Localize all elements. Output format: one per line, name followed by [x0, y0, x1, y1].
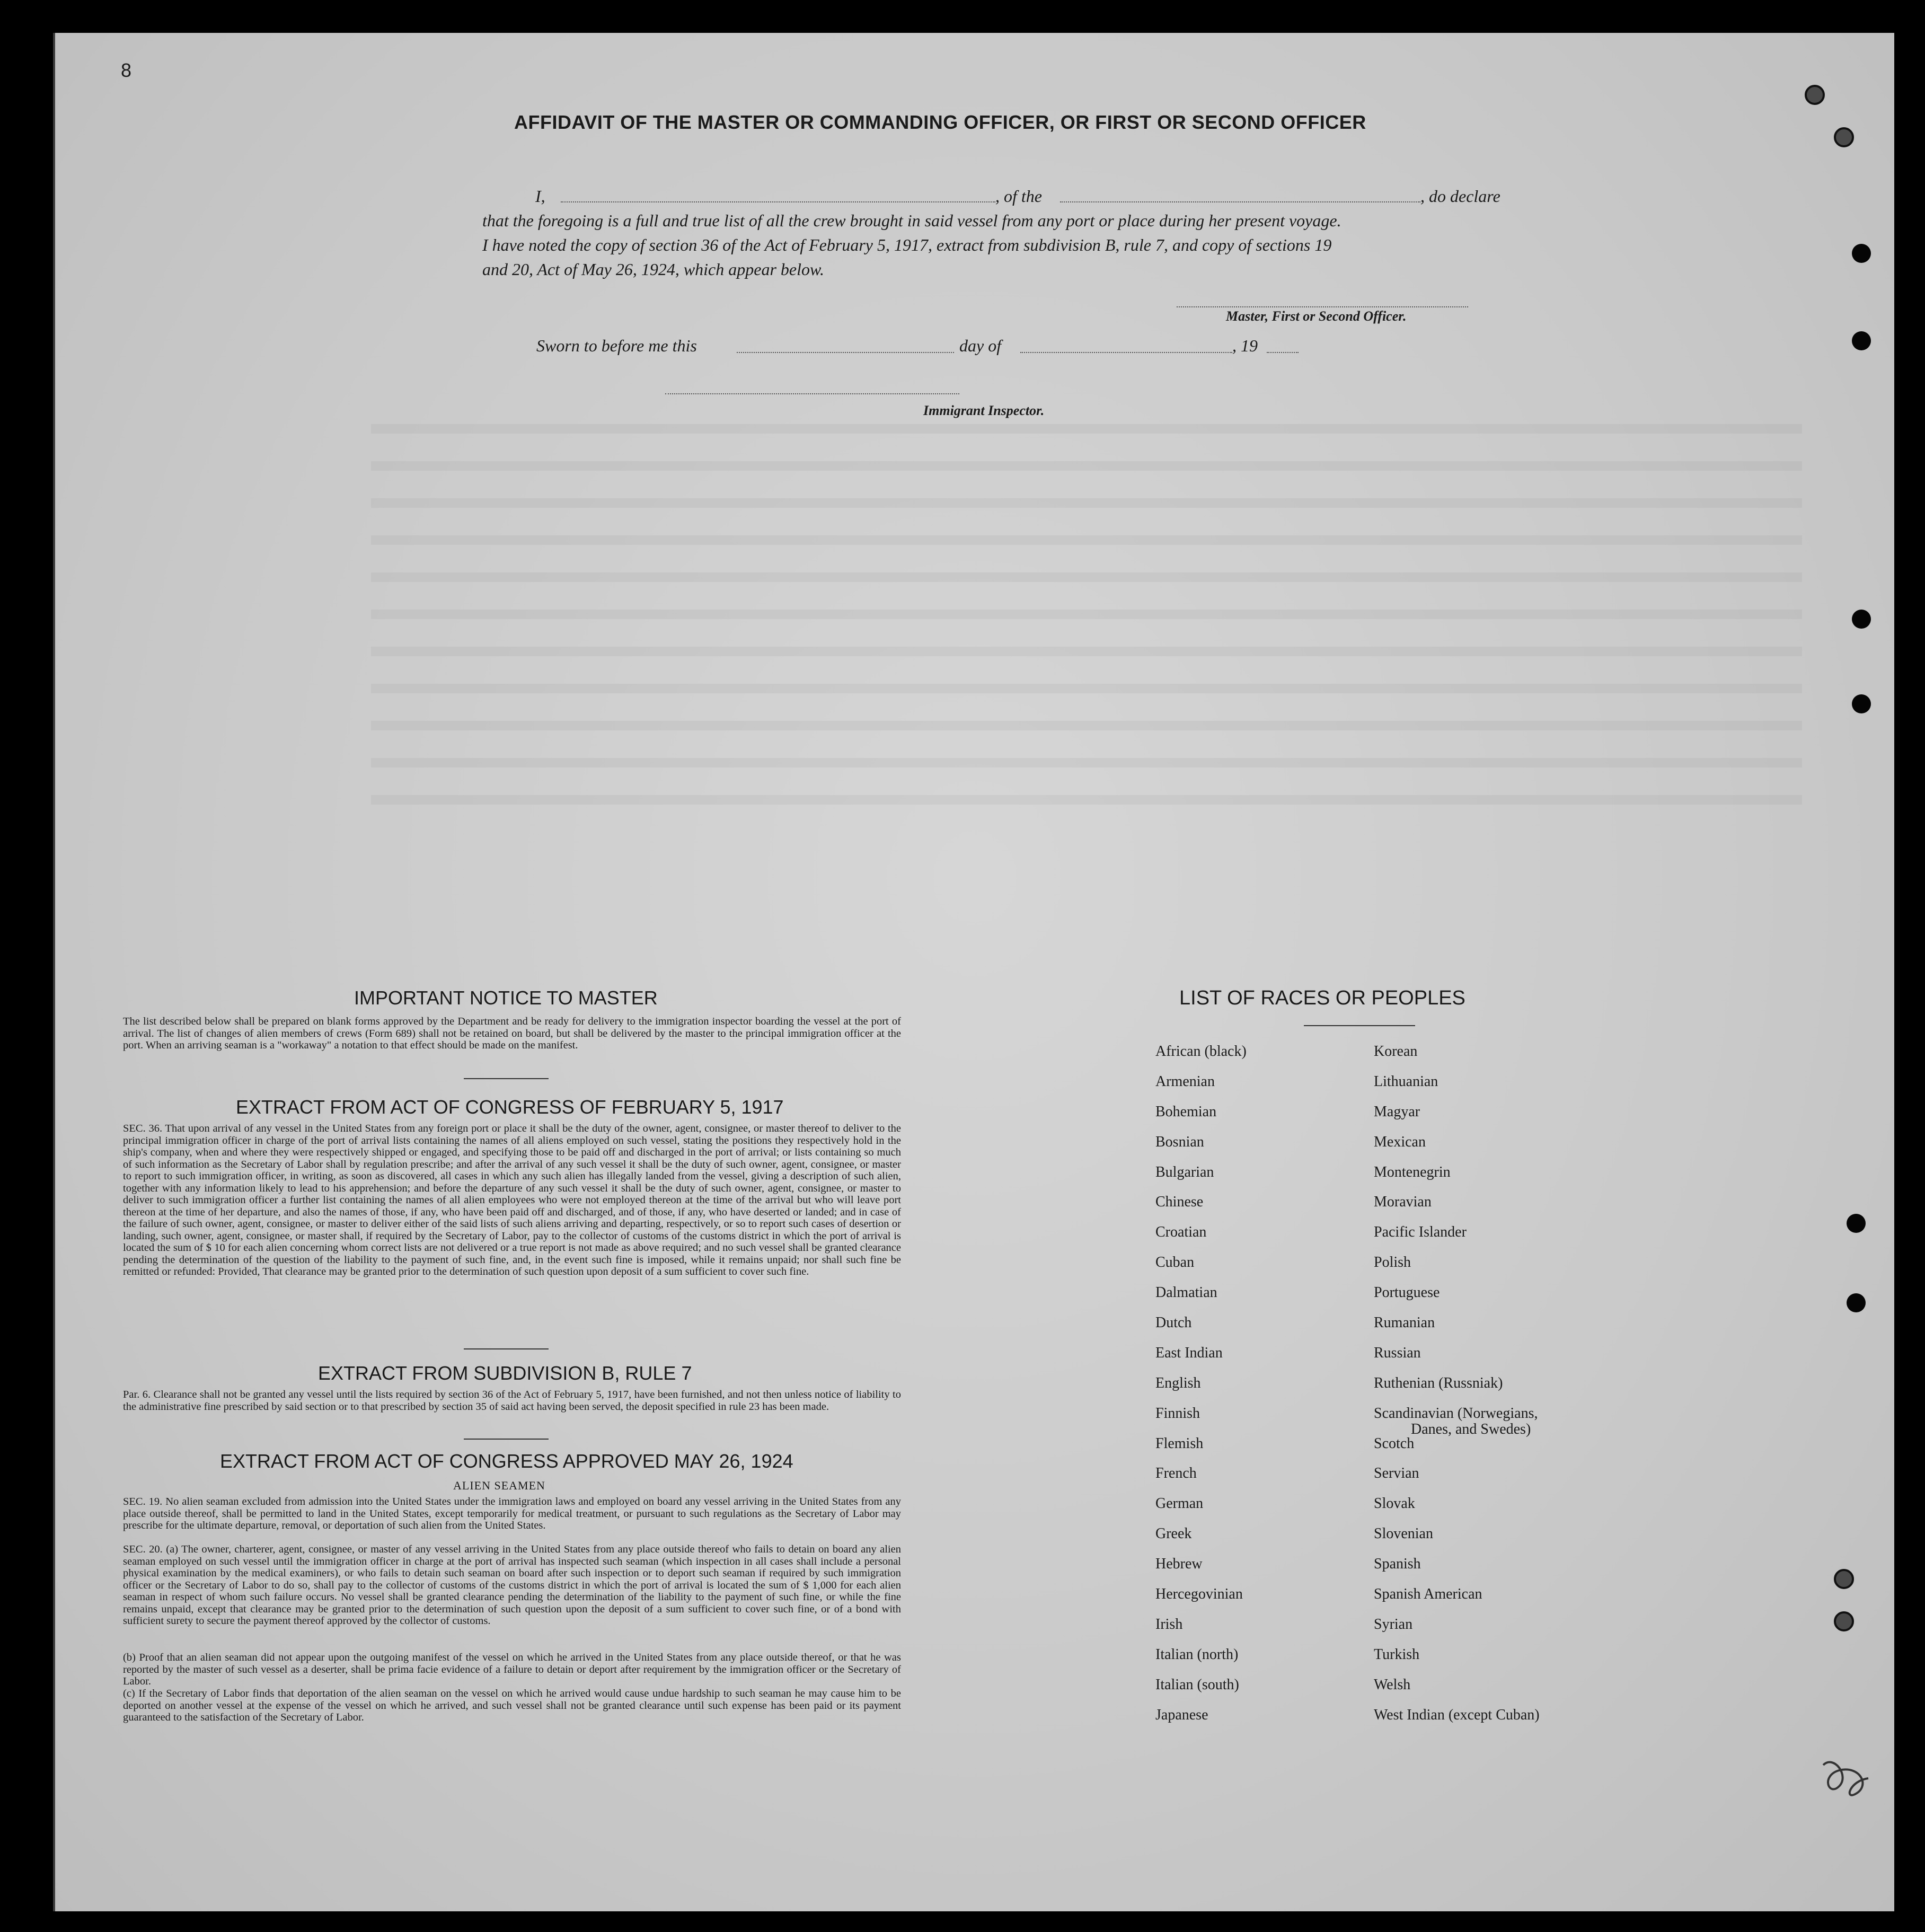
race-item: East Indian — [1155, 1344, 1223, 1361]
name-blank-line — [561, 201, 995, 202]
race-item: Magyar — [1374, 1103, 1420, 1120]
vessel-blank-line — [1060, 201, 1420, 202]
affidavit-of-the: , of the — [995, 187, 1042, 206]
notice-text: The list described below shall be prepared on blank forms approved by the Department and be ready for delivery to the immigration inspector boarding the vessel at the port of arrival. The list of changes of alien members of crews (Form 689) shall not be retained on board, but shall be delivered by the master to the principal immigration officer at the port. When an arriving seaman is a "workaway" a notation to that effect should be made on the manifest. — [123, 1016, 901, 1051]
race-item: Greek — [1155, 1525, 1192, 1542]
race-item: Slovak — [1374, 1495, 1415, 1512]
sworn-month-line — [1020, 352, 1232, 353]
binder-hole — [1834, 1611, 1854, 1631]
binder-hole — [1852, 331, 1871, 350]
race-item: African (black) — [1155, 1043, 1247, 1060]
race-item: Pacific Islander — [1374, 1224, 1467, 1241]
race-item: Polish — [1374, 1254, 1411, 1271]
race-item: Bosnian — [1155, 1133, 1204, 1150]
race-item: French — [1155, 1465, 1197, 1482]
affidavit-line3: I have noted the copy of section 36 of the Act of February 5, 1917, extract from subdivision B, rule 7, and copy of sections 19 — [482, 235, 1332, 254]
binder-hole — [1852, 694, 1871, 713]
race-item: Hercegovinian — [1155, 1586, 1243, 1603]
document-page — [53, 33, 1894, 1911]
extract-1917-title: EXTRACT FROM ACT OF CONGRESS OF FEBRUARY 5, 1917 — [236, 1096, 784, 1118]
race-item: Lithuanian — [1374, 1073, 1438, 1090]
race-item: Italian (south) — [1155, 1676, 1239, 1693]
race-item: Mexican — [1374, 1133, 1426, 1150]
day-of-text: day of — [959, 336, 1002, 355]
affidavit-line2: that the foregoing is a full and true list of all the crew brought in said vessel from any port or place during her present voyage. — [482, 211, 1341, 230]
affidavit-declare: , do declare — [1420, 187, 1500, 206]
race-item: Dalmatian — [1155, 1284, 1217, 1301]
binder-hole — [1852, 244, 1871, 263]
extract-1924-sec20a: SEC. 20. (a) The owner, charterer, agent, consignee, or master of any vessel arriving in the United States from any place outside thereof who fails to detain on board any alien seaman employed on such vessel until the immigration officer in charge at the port of arrival has inspected such seaman (which inspection in all cases shall include a personal physical examination by the medical examiners), or who fails to detain such seaman on board after such inspection or to deport such seaman if required by such immigration officer or the Secretary of Labor to do so, shall pay to the collector of customs of the customs district in which the port of arrival is located the sum of $ 1,000 for each alien seaman in respect of whom such failure occurs. No vessel shall be granted clearance pending the determination of the liability to the payment of such fine, or while the fine remains unpaid, except that clearance may be granted prior to the determination of such question upon the deposit of a sum sufficient to cover such fine, or of a bond with sufficient surety to secure the payment thereof approved by the collector of customs. — [123, 1543, 901, 1627]
extract-1924-title: EXTRACT FROM ACT OF CONGRESS APPROVED MAY 26, 1924 — [220, 1450, 793, 1472]
race-item: Italian (north) — [1155, 1646, 1239, 1663]
affidavit-i: I, — [535, 187, 545, 206]
race-item: Chinese — [1155, 1194, 1204, 1211]
extract-1924-sec20b: (b) Proof that an alien seaman did not appear upon the outgoing manifest of the vessel on which he arrived in the United States from any place outside thereof, or that he was reported by the master of such vessel as a deserter, shall be prima facie evidence of a failure to detain or deport after requirement by the immigration officer or the Secretary of Labor. — [123, 1652, 901, 1687]
race-item: Moravian — [1374, 1194, 1432, 1211]
binder-hole — [1834, 1569, 1854, 1589]
race-item: Spanish — [1374, 1556, 1421, 1573]
divider — [464, 1439, 549, 1440]
year-line — [1267, 352, 1299, 353]
race-item: Portuguese — [1374, 1284, 1440, 1301]
race-item: English — [1155, 1374, 1201, 1391]
race-item: Syrian — [1374, 1616, 1413, 1633]
race-item: Welsh — [1374, 1676, 1411, 1693]
race-item: Turkish — [1374, 1646, 1420, 1663]
handwritten-mark-icon — [1818, 1754, 1876, 1802]
notice-title: IMPORTANT NOTICE TO MASTER — [354, 987, 658, 1009]
sworn-text: Sworn to before me this — [536, 336, 697, 355]
binder-hole — [1852, 610, 1871, 629]
affidavit-line4: and 20, Act of May 26, 1924, which appear below. — [482, 260, 824, 279]
race-item: Korean — [1374, 1043, 1418, 1060]
binder-hole — [1834, 127, 1854, 147]
race-item: Bulgarian — [1155, 1163, 1214, 1180]
race-item: Scotch — [1374, 1435, 1415, 1452]
race-item: German — [1155, 1495, 1204, 1512]
extract-1924-sec20c: (c) If the Secretary of Labor finds that deportation of the alien seaman on the vessel on which he arrived would cause undue hardship to such seaman he may cause him to be deported on another vessel at the expense of the vessel on which he arrived, and such vessel shall not be granted clearance until such expense has been paid or its payment guaranteed to the satisfaction of the Secretary of Labor. — [123, 1688, 901, 1723]
race-item: Scandinavian (Norwegians, — [1374, 1405, 1538, 1422]
affidavit-title: AFFIDAVIT OF THE MASTER OR COMMANDING OFFICER, OR FIRST OR SECOND OFFICER — [514, 111, 1366, 133]
race-item: Finnish — [1155, 1405, 1200, 1422]
alien-seamen-subtitle: ALIEN SEAMEN — [453, 1479, 545, 1492]
sworn-day-line — [737, 352, 954, 353]
races-title: LIST OF RACES OR PEOPLES — [1179, 987, 1465, 1009]
extract-rule7-title: EXTRACT FROM SUBDIVISION B, RULE 7 — [318, 1362, 692, 1384]
inspector-label: Immigrant Inspector. — [923, 403, 1045, 418]
signature-label: Master, First or Second Officer. — [1226, 308, 1407, 324]
year-prefix: , 19 — [1232, 336, 1258, 355]
race-item: Dutch — [1155, 1315, 1192, 1331]
race-item: Spanish American — [1374, 1586, 1482, 1603]
race-item: Flemish — [1155, 1435, 1204, 1452]
race-item: Bohemian — [1155, 1103, 1217, 1120]
race-item: West Indian (except Cuban) — [1374, 1706, 1540, 1723]
bleed-through-rows — [371, 424, 1802, 805]
race-item: Japanese — [1155, 1706, 1208, 1723]
race-item: Hebrew — [1155, 1556, 1203, 1573]
races-right-column — [1374, 1043, 1540, 1736]
binder-hole — [1847, 1214, 1866, 1233]
divider — [464, 1078, 549, 1079]
divider — [1304, 1025, 1415, 1026]
binder-hole — [1805, 85, 1825, 105]
inspector-line — [665, 393, 959, 394]
extract-1917-text: SEC. 36. That upon arrival of any vessel in the United States from any foreign port or place it shall be the duty of the owner, agent, consignee, or master thereof to deliver to the principal immigration officer in charge of the port of arrival lists containing the names of all aliens employed on such vessel, stating the positions they respectively hold in the ship's company, when and where they were respectively shipped or engaged, and specifying those to be paid off and discharged in the port of arrival; or lists containing so much of such information as the Secretary of Labor shall by regulation prescribe; and after the arrival of any such vessel it shall be the duty of such owner, agent, consignee, or master to report to such immigration officer, in writing, as soon as discovered, all cases in which any such alien has illegally landed from the vessel, giving a description of such alien, together with any information likely to lead to his apprehension; and before the departure of any such vessel it shall be the duty of such owner, agent, consignee, or master to deliver to such immigration officer a further list containing the names of all alien employees who were not employed thereon at the time of the arrival but who will leave port thereon at the time of her departure, and also the names of those, if any, who have been paid off and discharged, and of those, if any, who have deserted or landed; and in case of the failure of such owner, agent, consignee, or master to deliver either of the said lists of such aliens arriving and departing, respectively, or so to report such cases of desertion or landing, such owner, agent, consignee, or master shall, if required by the Secretary of Labor, pay to the collector of customs of the customs district in which the port of arrival is located the sum of $ 10 for each alien concerning whom correct lists are not delivered or a true report is not made as above required; and no such vessel shall be granted clearance pending the determination of the question of the liability to the payment of such fine, and, in the event such fine is imposed, while it remains unpaid; nor shall such fine be remitted or refunded: Provided, That clearance may be granted prior to the determination of such question upon deposit of a sum sufficient to cover such fine. — [123, 1123, 901, 1277]
signature-line — [1177, 306, 1468, 307]
race-item: Montenegrin — [1374, 1163, 1451, 1180]
race-item: Servian — [1374, 1465, 1419, 1482]
extract-1924-sec19: SEC. 19. No alien seaman excluded from admission into the United States under the immigration laws and employed on board any vessel arriving in the United States from any place outside thereof, shall be permitted to land in the United States, except temporarily for medical treatment, or pursuant to such regulations as the Secretary of Labor may prescribe for the ultimate departure, removal, or deportation of such alien from the United States. — [123, 1496, 901, 1531]
race-item: Irish — [1155, 1616, 1183, 1633]
race-item: Slovenian — [1374, 1525, 1433, 1542]
race-item: Ruthenian (Russniak) — [1374, 1374, 1503, 1391]
page-number: 8 — [121, 59, 132, 81]
race-item: Rumanian — [1374, 1315, 1435, 1331]
race-item: Danes, and Swedes) — [1411, 1421, 1531, 1437]
divider — [464, 1348, 549, 1349]
race-item: Croatian — [1155, 1224, 1207, 1241]
extract-rule7-text: Par. 6. Clearance shall not be granted any vessel until the lists required by section 36 of the Act of February 5, 1917, have been furnished, and not then unless notice of liability to the administrative fine prescribed by said section or to that prescribed by section 35 of said act having been served, the deposit specified in rule 23 has been made. — [123, 1389, 901, 1413]
races-left-column — [1155, 1043, 1247, 1736]
race-item: Russian — [1374, 1344, 1421, 1361]
binder-hole — [1847, 1293, 1866, 1312]
race-item: Armenian — [1155, 1073, 1215, 1090]
race-item: Cuban — [1155, 1254, 1195, 1271]
